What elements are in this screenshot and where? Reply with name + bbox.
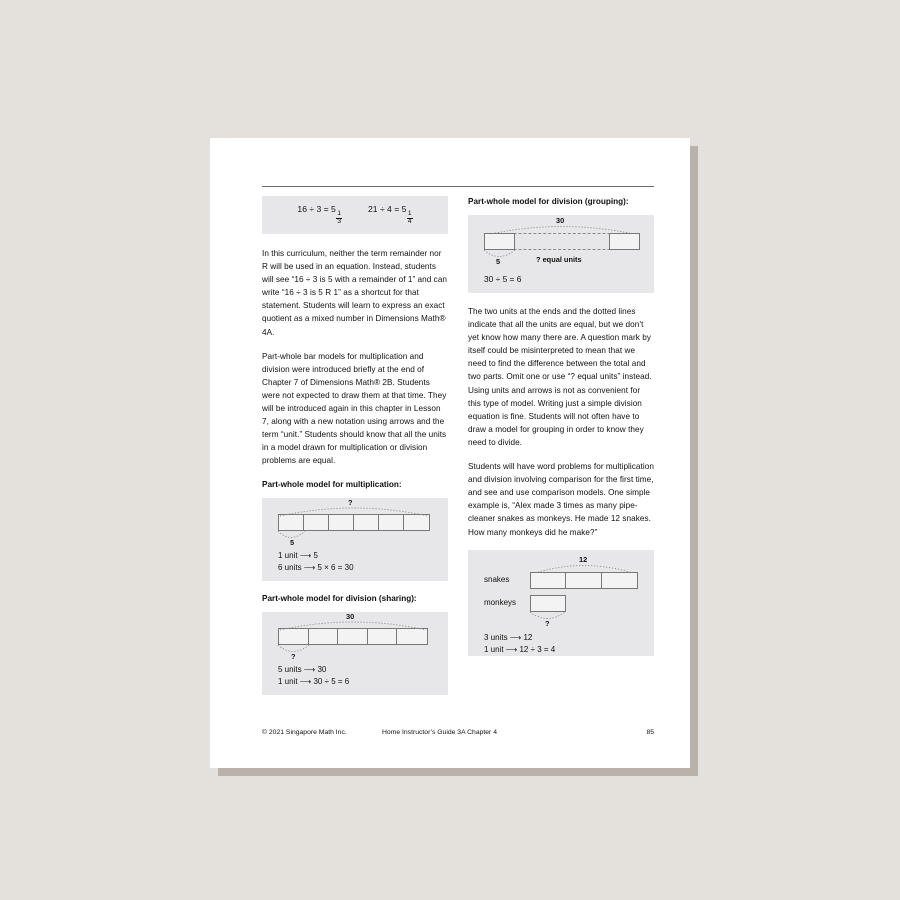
bar-unit xyxy=(354,515,379,530)
multiplication-line-1: 1 unit ⟶ 5 xyxy=(278,550,318,560)
multiplication-top-label: ? xyxy=(348,497,353,507)
right-paragraph-1: The two units at the ends and the dotted lines indicate that all the units are equal, but we don’t yet know how many there are. A question mark by itself could be misinterpreted to mean that we need to find the difference between the total and two parts. Omit one or use “? equal units” instead. Using units and arrows is not as convenient for this type of model. Writing just a simple division equation is fine. Students will not often have to draw a model for grouping in order to know they need to divide. xyxy=(468,307,652,447)
comparison-row-1-label: snakes xyxy=(484,574,510,584)
bar-unit xyxy=(379,515,404,530)
footer-center-title: Home Instructor’s Guide 3A Chapter 4 xyxy=(382,729,497,736)
top-arc-multiplication xyxy=(278,504,430,517)
grouping-bottom-label: 5 xyxy=(496,257,501,266)
sharing-top-label: 30 xyxy=(346,611,355,621)
division-sharing-bar-model xyxy=(278,611,428,686)
grouping-equation: 30 ÷ 5 = 6 xyxy=(484,274,522,284)
grouping-end-unit-left xyxy=(484,233,515,250)
grouping-top-label: 30 xyxy=(556,216,565,225)
fraction-1: $\frac{1}{3}$ xyxy=(337,210,341,225)
multiplication-line-2: 6 units ⟶ 5 × 6 = 30 xyxy=(278,562,354,572)
comparison-row-2-label: monkeys xyxy=(484,597,517,607)
footer-page-number: 85 xyxy=(646,729,654,736)
multiplication-bar-model xyxy=(278,497,430,572)
bar-unit xyxy=(602,573,637,588)
grouping-end-unit-right xyxy=(609,233,640,250)
equations-figure-box xyxy=(262,196,448,234)
sharing-bottom-label: ? xyxy=(291,651,296,661)
division-grouping-bar-model xyxy=(484,216,640,284)
caption-division-grouping: Part-whole model for division (grouping): xyxy=(468,197,629,206)
bar-unit xyxy=(338,629,368,644)
right-paragraph-2: Students will have word problems for multiplication and division involving comparison for the first time, and see and use comparison models. One simple example is, “Alex made 3 times as many pipe-cleaner snakes as monkeys. He made 12 snakes. How many monkeys did he make?” xyxy=(468,462,654,537)
multiplication-bottom-label: 5 xyxy=(290,537,295,547)
comparison-monkeys-bar xyxy=(530,595,566,612)
right-column xyxy=(468,196,654,668)
comparison-model-box xyxy=(468,550,654,656)
comparison-snakes-bar xyxy=(530,572,638,589)
bar-unit xyxy=(404,515,429,530)
bar-unit xyxy=(304,515,329,530)
header-rule xyxy=(262,186,654,187)
fraction-2: $\frac{1}{4}$ xyxy=(407,210,412,225)
bar-unit xyxy=(397,629,427,644)
division-grouping-model-box xyxy=(468,215,654,293)
bar-unit xyxy=(368,629,398,644)
grouping-bar xyxy=(484,233,640,250)
division-sharing-model-box xyxy=(262,612,448,695)
comparison-top-label: 12 xyxy=(579,554,588,564)
comparison-line-2: 1 unit ⟶ 12 ÷ 3 = 4 xyxy=(484,644,556,654)
left-paragraph-1: In this curriculum, neither the term remainder nor R will be used in an equation. Instead, students will see “16 ÷ 3 is 5 with a remainder of 1” and can write “16 ÷ 3 is 5 R 1” as a shortcut for that statement. Students will learn to express an exact quotient as a mixed number in Dimensions Math® 4A. xyxy=(262,249,448,337)
comparison-line-1: 3 units ⟶ 12 xyxy=(484,632,533,642)
equation-2: 21 ÷ 4 = 5 $\frac{1}{4}$ xyxy=(368,204,412,225)
bar-unit xyxy=(329,515,354,530)
bar-unit xyxy=(279,515,304,530)
bar-unit xyxy=(309,629,339,644)
left-paragraph-2: Part-whole bar models for multiplication and division were introduced briefly at the end of Chapter 7 of Dimensions Math® 2B. Students were not expected to draw them at that time. They will be introduced again in this chapter in Lesson 7, along with a new notation using arrows and the term “unit.” Students should know that all the units in a model drawn for multiplication or division problems are equal. xyxy=(262,351,447,466)
grouping-middle-label: ? equal units xyxy=(536,255,582,264)
bar-unit xyxy=(279,629,309,644)
footer-copyright: © 2021 Singapore Math Inc. xyxy=(262,729,347,736)
comparison-bottom-label: ? xyxy=(545,618,550,628)
multiplication-model-box xyxy=(262,498,448,581)
equation-1: 16 ÷ 3 = 5 $\frac{1}{3}$ xyxy=(297,204,341,225)
sharing-line-2: 1 unit ⟶ 30 ÷ 5 = 6 xyxy=(278,676,350,686)
bar-unit xyxy=(566,573,601,588)
document-page xyxy=(210,138,690,768)
bar-unit xyxy=(531,596,565,611)
caption-division-sharing: Part-whole model for division (sharing): xyxy=(262,593,417,603)
left-column xyxy=(262,196,448,707)
caption-multiplication: Part-whole model for multiplication: xyxy=(262,479,402,489)
sharing-line-1: 5 units ⟶ 30 xyxy=(278,664,327,674)
bar-unit xyxy=(531,573,566,588)
